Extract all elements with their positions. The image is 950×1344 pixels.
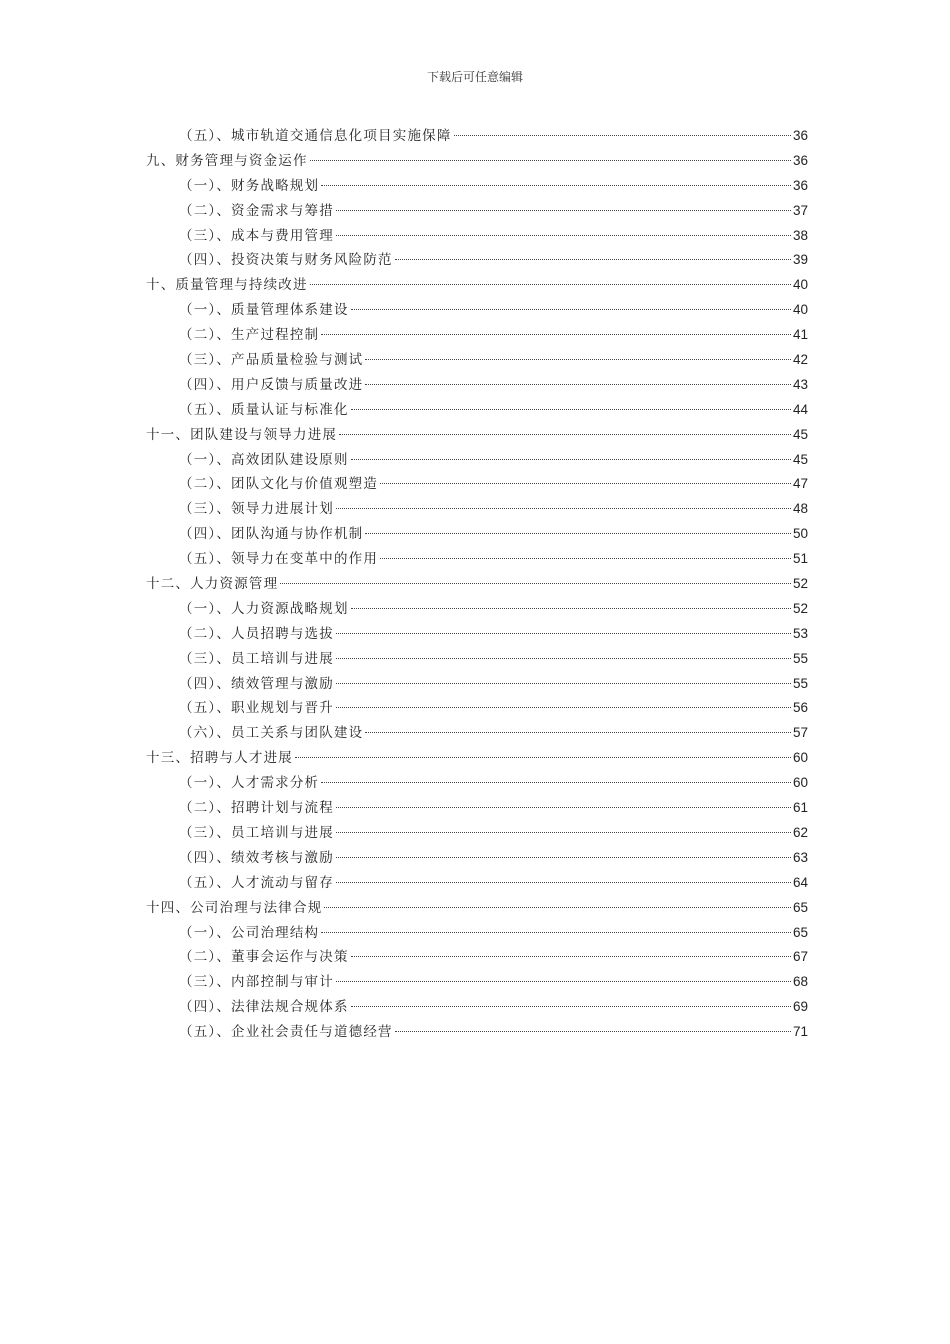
toc-section-entry[interactable]	[146, 323, 808, 348]
toc-page-number: 60	[792, 775, 808, 791]
toc-dot-leader	[321, 932, 791, 933]
toc-page-number: 47	[792, 476, 808, 492]
toc-chapter-entry[interactable]	[146, 572, 808, 597]
toc-dot-leader	[380, 483, 791, 484]
toc-entry-title: （六）、员工关系与团队建设	[179, 725, 364, 742]
toc-section-entry[interactable]	[146, 771, 808, 796]
toc-entry-title: （二）、生产过程控制	[179, 327, 320, 344]
toc-dot-leader	[365, 533, 791, 534]
toc-entry-title: （二）、招聘计划与流程	[179, 800, 334, 817]
toc-entry-title: （一）、财务战略规划	[179, 177, 320, 194]
toc-entry-title: （四）、团队沟通与协作机制	[179, 526, 364, 543]
toc-dot-leader	[380, 558, 791, 559]
toc-dot-leader	[336, 857, 791, 858]
toc-section-entry[interactable]	[146, 672, 808, 697]
toc-entry-title: （四）、投资决策与财务风险防范	[179, 252, 393, 269]
toc-page-number: 64	[792, 874, 808, 890]
toc-dot-leader	[310, 284, 791, 285]
toc-section-entry[interactable]	[146, 721, 808, 746]
toc-page-number: 44	[792, 401, 808, 417]
toc-page-number: 61	[792, 800, 808, 816]
toc-page-number: 48	[792, 501, 808, 517]
toc-section-entry[interactable]	[146, 547, 808, 572]
toc-dot-leader	[336, 210, 791, 211]
toc-page-number: 65	[792, 899, 808, 915]
toc-page-number: 50	[792, 526, 808, 542]
toc-dot-leader	[336, 882, 791, 883]
toc-entry-title: （四）、绩效管理与激励	[179, 675, 334, 692]
table-of-contents	[146, 124, 808, 1045]
toc-section-entry[interactable]	[146, 1020, 808, 1045]
toc-dot-leader	[365, 359, 791, 360]
toc-entry-title: 十一、团队建设与领导力进展	[146, 426, 338, 443]
toc-page-number: 62	[792, 824, 808, 840]
toc-dot-leader	[336, 807, 791, 808]
toc-entry-title: （五）、企业社会责任与道德经营	[179, 1024, 393, 1041]
toc-dot-leader	[336, 658, 791, 659]
toc-page-number: 63	[792, 849, 808, 865]
toc-dot-leader	[336, 508, 791, 509]
toc-page-number: 36	[792, 177, 808, 193]
toc-page-number: 57	[792, 725, 808, 741]
toc-section-entry[interactable]	[146, 945, 808, 970]
toc-section-entry[interactable]	[146, 248, 808, 273]
toc-entry-title: （三）、产品质量检验与测试	[179, 352, 364, 369]
toc-dot-leader	[321, 185, 791, 186]
toc-section-entry[interactable]	[146, 622, 808, 647]
toc-page-number: 51	[792, 551, 808, 567]
toc-dot-leader	[336, 235, 791, 236]
toc-entry-title: （一）、人力资源战略规划	[179, 600, 349, 617]
toc-entry-title: （二）、董事会运作与决策	[179, 949, 349, 966]
toc-chapter-entry[interactable]	[146, 423, 808, 448]
page-header: 下载后可任意编辑	[426, 70, 523, 84]
toc-page-number: 45	[792, 451, 808, 467]
toc-section-entry[interactable]	[146, 348, 808, 373]
toc-chapter-entry[interactable]	[146, 896, 808, 921]
toc-dot-leader	[336, 633, 791, 634]
toc-dot-leader	[339, 434, 791, 435]
toc-page-number: 71	[792, 1024, 808, 1040]
toc-page-number: 45	[792, 426, 808, 442]
toc-page-number: 55	[792, 675, 808, 691]
toc-entry-title: （三）、员工培训与进展	[179, 650, 334, 667]
toc-entry-title: （一）、公司治理结构	[179, 924, 320, 941]
toc-chapter-entry[interactable]	[146, 149, 808, 174]
toc-entry-title: （二）、资金需求与筹措	[179, 202, 334, 219]
toc-page-number: 37	[792, 202, 808, 218]
toc-section-entry[interactable]	[146, 597, 808, 622]
toc-entry-title: （三）、内部控制与审计	[179, 974, 334, 991]
toc-entry-title: （二）、团队文化与价值观塑造	[179, 476, 379, 493]
toc-entry-title: （五）、领导力在变革中的作用	[179, 551, 379, 568]
toc-page-number: 55	[792, 650, 808, 666]
toc-dot-leader	[336, 707, 791, 708]
toc-page-number: 56	[792, 700, 808, 716]
toc-dot-leader	[280, 583, 791, 584]
toc-dot-leader	[395, 259, 791, 260]
toc-entry-title: （一）、高效团队建设原则	[179, 451, 349, 468]
toc-section-entry[interactable]	[146, 921, 808, 946]
toc-dot-leader	[351, 459, 791, 460]
toc-section-entry[interactable]	[146, 398, 808, 423]
toc-page-number: 36	[792, 152, 808, 168]
toc-section-entry[interactable]	[146, 647, 808, 672]
toc-entry-title: 十四、公司治理与法律合规	[146, 899, 323, 916]
toc-page-number: 41	[792, 327, 808, 343]
toc-page-number: 40	[792, 302, 808, 318]
toc-entry-title: 九、财务管理与资金运作	[146, 152, 308, 169]
toc-page-number: 53	[792, 625, 808, 641]
toc-page-number: 60	[792, 750, 808, 766]
toc-entry-title: （三）、员工培训与进展	[179, 824, 334, 841]
toc-dot-leader	[454, 135, 791, 136]
toc-dot-leader	[336, 832, 791, 833]
toc-section-entry[interactable]	[146, 373, 808, 398]
toc-dot-leader	[324, 907, 791, 908]
toc-dot-leader	[365, 384, 791, 385]
toc-dot-leader	[351, 409, 791, 410]
toc-entry-title: （一）、人才需求分析	[179, 775, 320, 792]
toc-dot-leader	[321, 334, 791, 335]
toc-entry-title: 十、质量管理与持续改进	[146, 277, 308, 294]
toc-section-entry[interactable]	[146, 174, 808, 199]
toc-section-entry[interactable]	[146, 124, 808, 149]
toc-dot-leader	[395, 1031, 791, 1032]
toc-section-entry[interactable]	[146, 846, 808, 871]
toc-entry-title: （五）、人才流动与留存	[179, 874, 334, 891]
toc-section-entry[interactable]	[146, 796, 808, 821]
toc-section-entry[interactable]	[146, 696, 808, 721]
toc-dot-leader	[310, 160, 791, 161]
toc-dot-leader	[321, 782, 791, 783]
toc-page-number: 52	[792, 576, 808, 592]
toc-dot-leader	[351, 608, 791, 609]
toc-section-entry[interactable]	[146, 472, 808, 497]
toc-section-entry[interactable]	[146, 298, 808, 323]
toc-page-number: 42	[792, 352, 808, 368]
toc-dot-leader	[351, 1006, 791, 1007]
toc-page-number: 65	[792, 924, 808, 940]
toc-page-number: 52	[792, 600, 808, 616]
toc-entry-title: 十三、招聘与人才进展	[146, 750, 293, 767]
toc-entry-title: （五）、城市轨道交通信息化项目实施保障	[179, 128, 452, 144]
toc-dot-leader	[351, 956, 791, 957]
toc-section-entry[interactable]	[146, 970, 808, 995]
toc-page-number: 67	[792, 949, 808, 965]
toc-page-number: 69	[792, 999, 808, 1015]
toc-entry-title: （三）、领导力进展计划	[179, 501, 334, 518]
toc-section-entry[interactable]	[146, 871, 808, 896]
toc-entry-title: （五）、质量认证与标准化	[179, 401, 349, 418]
toc-page-number: 39	[792, 252, 808, 268]
toc-section-entry[interactable]	[146, 448, 808, 473]
toc-entry-title: （四）、用户反馈与质量改进	[179, 376, 364, 393]
toc-section-entry[interactable]	[146, 522, 808, 547]
toc-dot-leader	[365, 732, 791, 733]
toc-chapter-entry[interactable]	[146, 746, 808, 771]
toc-page-number: 40	[792, 277, 808, 293]
toc-page-number: 43	[792, 376, 808, 392]
toc-section-entry[interactable]	[146, 497, 808, 522]
toc-entry-title: （五）、职业规划与晋升	[179, 700, 334, 717]
toc-page-number: 38	[792, 227, 808, 243]
toc-section-entry[interactable]	[146, 224, 808, 249]
toc-entry-title: （一）、质量管理体系建设	[179, 302, 349, 319]
toc-section-entry[interactable]	[146, 199, 808, 224]
toc-chapter-entry[interactable]	[146, 273, 808, 298]
toc-section-entry[interactable]	[146, 995, 808, 1020]
toc-dot-leader	[295, 757, 791, 758]
toc-dot-leader	[336, 981, 791, 982]
toc-entry-title: （二）、人员招聘与选拔	[179, 625, 334, 642]
toc-entry-title: （四）、法律法规合规体系	[179, 999, 349, 1016]
toc-page-number: 36	[792, 128, 808, 143]
toc-section-entry[interactable]	[146, 821, 808, 846]
toc-dot-leader	[351, 309, 791, 310]
toc-page-number: 68	[792, 974, 808, 990]
toc-entry-title: （四）、绩效考核与激励	[179, 849, 334, 866]
toc-entry-title: （三）、成本与费用管理	[179, 227, 334, 244]
toc-dot-leader	[336, 683, 791, 684]
toc-entry-title: 十二、人力资源管理	[146, 576, 279, 593]
